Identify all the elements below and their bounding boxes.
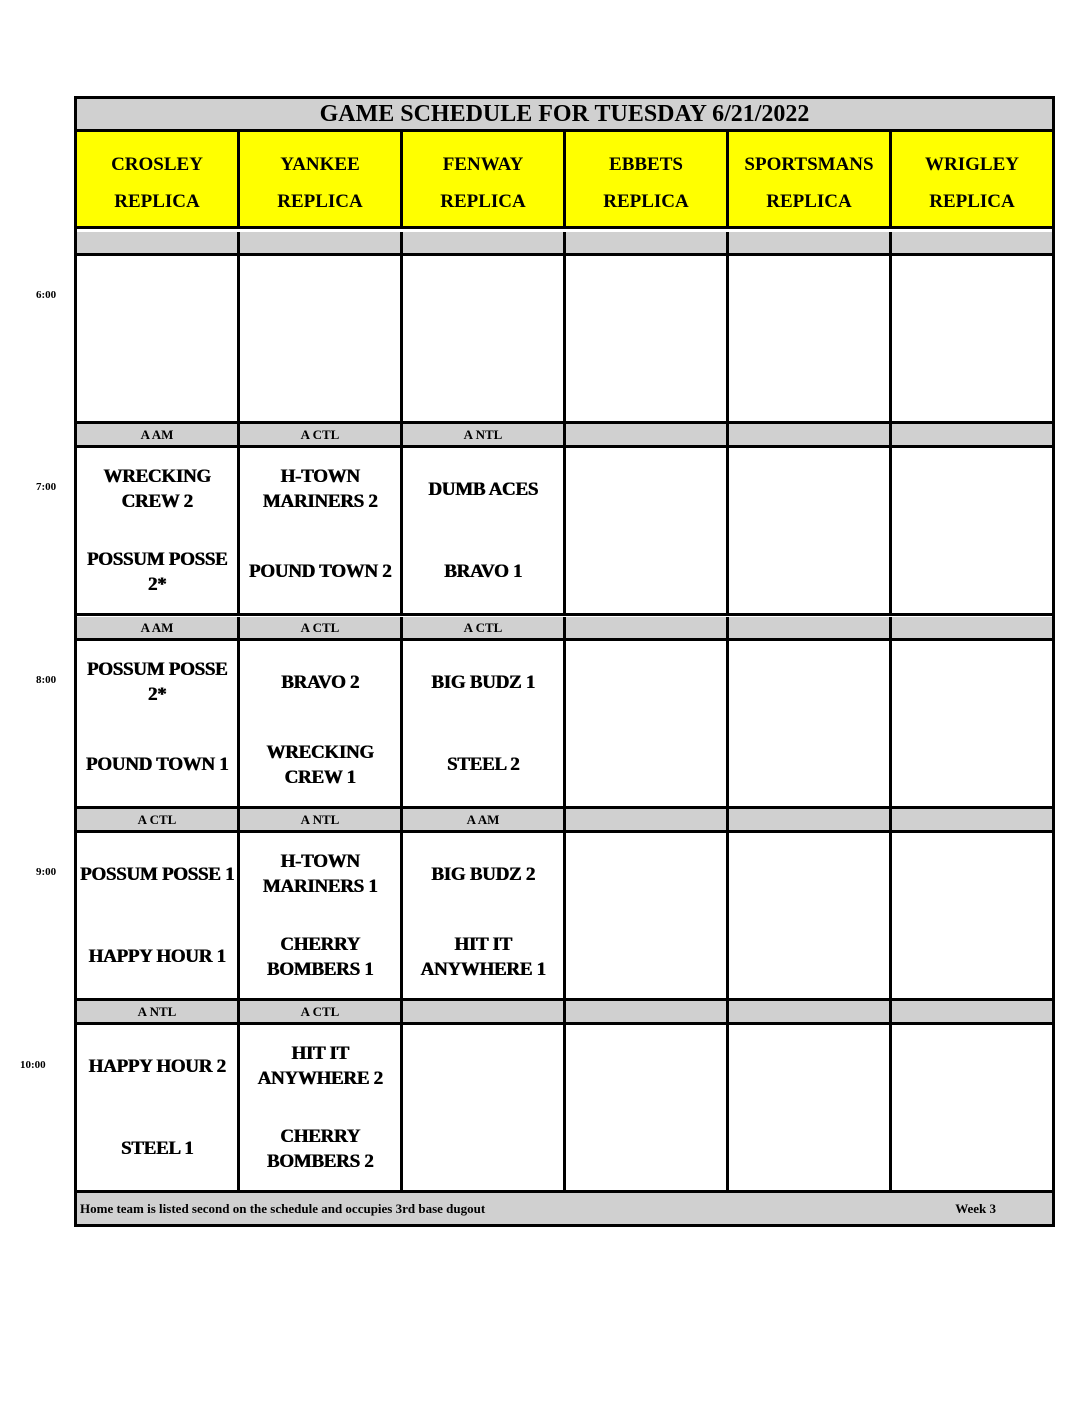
division-row xyxy=(77,232,1052,256)
home-team-block xyxy=(729,531,889,614)
field-header-sportsmans: SPORTSMANS REPLICA xyxy=(729,132,892,226)
away-team: HIT IT ANYWHERE 2 xyxy=(257,1043,383,1090)
home-team-block xyxy=(892,1108,1052,1191)
time-slot-row xyxy=(77,1025,1052,1193)
division-label xyxy=(892,809,1052,830)
schedule-footer xyxy=(77,1193,1052,1224)
division-label xyxy=(729,1001,892,1022)
home-team-block xyxy=(892,339,1052,422)
away-team: H-TOWN MARINERS 2 xyxy=(262,466,378,513)
home-team-block xyxy=(729,339,889,422)
division-label: A CTL xyxy=(403,617,566,638)
home-team-block xyxy=(566,1108,726,1191)
home-team: POUND TOWN 1 xyxy=(85,754,229,776)
division-label xyxy=(729,809,892,830)
home-team: POSSUM POSSE 2* xyxy=(86,548,228,595)
time-slot-row xyxy=(77,641,1052,809)
away-team: H-TOWN MARINERS 1 xyxy=(262,851,378,898)
away-team: POSSUM POSSE 1 xyxy=(79,863,235,885)
division-label: A NTL xyxy=(77,1001,240,1022)
away-team-block xyxy=(77,256,237,339)
away-team-block xyxy=(892,1025,1052,1108)
division-label xyxy=(566,809,729,830)
time-slot-row xyxy=(77,448,1052,616)
away-team-block xyxy=(77,641,237,724)
home-team: HIT IT ANYWHERE 1 xyxy=(420,933,546,980)
week-label: Week 3 xyxy=(955,1200,996,1216)
away-team-block xyxy=(77,448,237,531)
game-cell xyxy=(892,1025,1052,1190)
away-team-block xyxy=(403,641,563,724)
field-header-yankee: YANKEE REPLICA xyxy=(240,132,403,226)
division-label xyxy=(403,232,566,253)
away-team: POSSUM POSSE 2* xyxy=(86,659,228,706)
game-cell xyxy=(77,448,240,613)
division-label xyxy=(403,1001,566,1022)
division-label xyxy=(566,1001,729,1022)
away-team-block xyxy=(77,833,237,916)
game-cell xyxy=(566,641,729,806)
away-team-block xyxy=(566,641,726,724)
division-row xyxy=(77,424,1052,448)
division-label xyxy=(729,232,892,253)
game-cell xyxy=(566,1025,729,1190)
home-team-block xyxy=(240,339,400,422)
away-team-block xyxy=(892,833,1052,916)
away-team-block xyxy=(729,448,889,531)
game-cell xyxy=(77,256,240,421)
division-label xyxy=(566,424,729,445)
away-team-block xyxy=(729,256,889,339)
home-team-block xyxy=(77,724,237,807)
game-cell xyxy=(403,256,566,421)
away-team-block xyxy=(566,1025,726,1108)
home-team-block xyxy=(240,1108,400,1191)
away-team-block xyxy=(403,1025,563,1108)
division-label xyxy=(892,1001,1052,1022)
home-team-block xyxy=(77,916,237,999)
game-cell xyxy=(729,256,892,421)
home-team-block xyxy=(892,916,1052,999)
footer-note: Home team is listed second on the schedule and occupies 3rd base dugout xyxy=(80,1200,486,1216)
home-team: BRAVO 1 xyxy=(444,561,522,583)
field-header-crosley: CROSLEY REPLICA xyxy=(77,132,240,226)
game-cell xyxy=(77,641,240,806)
time-label: 7:00 xyxy=(36,481,57,493)
game-cell xyxy=(729,448,892,613)
home-team-block xyxy=(240,916,400,999)
field-header-row xyxy=(77,132,1052,229)
game-cell xyxy=(566,448,729,613)
away-team: BRAVO 2 xyxy=(281,671,359,693)
home-team-block xyxy=(729,916,889,999)
field-header-ebbets: EBBETS REPLICA xyxy=(566,132,729,226)
away-team-block xyxy=(729,641,889,724)
home-team-block xyxy=(77,531,237,614)
away-team-block xyxy=(403,448,563,531)
home-team-block xyxy=(566,531,726,614)
division-row xyxy=(77,617,1052,641)
home-team-block xyxy=(403,916,563,999)
game-cell xyxy=(240,833,403,998)
field-header-wrigley: WRIGLEY REPLICA xyxy=(892,132,1052,226)
game-cell xyxy=(729,641,892,806)
schedule-title: GAME SCHEDULE FOR TUESDAY 6/21/2022 xyxy=(77,99,1052,132)
home-team: STEEL 2 xyxy=(446,754,520,776)
game-cell xyxy=(729,833,892,998)
division-label xyxy=(240,232,403,253)
home-team-block xyxy=(77,339,237,422)
home-team-block xyxy=(403,724,563,807)
home-team-block xyxy=(403,339,563,422)
game-cell xyxy=(240,641,403,806)
game-cell xyxy=(240,1025,403,1190)
away-team: DUMB ACES xyxy=(428,478,538,500)
time-slot-row xyxy=(77,256,1052,424)
game-cell xyxy=(77,1025,240,1190)
game-cell xyxy=(892,641,1052,806)
game-cell xyxy=(566,833,729,998)
away-team-block xyxy=(729,833,889,916)
game-cell xyxy=(729,1025,892,1190)
home-team-block xyxy=(729,1108,889,1191)
away-team-block xyxy=(566,256,726,339)
game-cell xyxy=(77,833,240,998)
away-team-block xyxy=(403,256,563,339)
time-label: 8:00 xyxy=(36,674,57,686)
away-team-block xyxy=(892,256,1052,339)
home-team-block xyxy=(566,339,726,422)
home-team-block xyxy=(729,724,889,807)
game-cell xyxy=(892,256,1052,421)
game-cell xyxy=(566,256,729,421)
division-label xyxy=(729,424,892,445)
division-label: A NTL xyxy=(240,809,403,830)
division-row xyxy=(77,809,1052,833)
division-label xyxy=(77,232,240,253)
home-team: CHERRY BOMBERS 1 xyxy=(266,933,374,980)
home-team-block xyxy=(77,1108,237,1191)
home-team-block xyxy=(240,724,400,807)
division-label: A CTL xyxy=(240,424,403,445)
home-team: STEEL 1 xyxy=(120,1138,194,1160)
division-label: A AM xyxy=(403,809,566,830)
home-team-block xyxy=(892,724,1052,807)
away-team-block xyxy=(240,641,400,724)
field-header-fenway: FENWAY REPLICA xyxy=(403,132,566,226)
away-team-block xyxy=(729,1025,889,1108)
home-team-block xyxy=(566,724,726,807)
division-label: A CTL xyxy=(77,809,240,830)
home-team: POUND TOWN 2 xyxy=(248,561,392,583)
schedule-table xyxy=(74,96,1055,1227)
away-team-block xyxy=(403,833,563,916)
home-team-block xyxy=(892,531,1052,614)
time-label: 6:00 xyxy=(36,289,57,301)
away-team-block xyxy=(240,833,400,916)
away-team: BIG BUDZ 2 xyxy=(431,863,535,885)
division-label: A NTL xyxy=(403,424,566,445)
home-team-block xyxy=(566,916,726,999)
home-team: HAPPY HOUR 1 xyxy=(88,946,226,968)
game-cell xyxy=(403,833,566,998)
division-label xyxy=(729,617,892,638)
home-team-block xyxy=(403,1108,563,1191)
time-slot-row xyxy=(77,833,1052,1001)
home-team-block xyxy=(240,531,400,614)
division-label: A CTL xyxy=(240,1001,403,1022)
division-label: A CTL xyxy=(240,617,403,638)
division-label xyxy=(566,232,729,253)
away-team-block xyxy=(240,256,400,339)
game-cell xyxy=(403,641,566,806)
division-label xyxy=(566,617,729,638)
away-team-block xyxy=(240,1025,400,1108)
game-cell xyxy=(892,833,1052,998)
game-cell xyxy=(403,448,566,613)
away-team-block xyxy=(77,1025,237,1108)
away-team: HAPPY HOUR 2 xyxy=(88,1055,226,1077)
home-team: WRECKING CREW 1 xyxy=(266,741,374,788)
away-team-block xyxy=(240,448,400,531)
away-team-block xyxy=(892,641,1052,724)
game-cell xyxy=(892,448,1052,613)
division-label xyxy=(892,232,1052,253)
game-cell xyxy=(240,448,403,613)
game-cell xyxy=(403,1025,566,1190)
away-team-block xyxy=(892,448,1052,531)
away-team-block xyxy=(566,833,726,916)
home-team-block xyxy=(403,531,563,614)
division-row xyxy=(77,1001,1052,1025)
division-label xyxy=(892,424,1052,445)
division-label: A AM xyxy=(77,617,240,638)
away-team: WRECKING CREW 2 xyxy=(103,466,211,513)
away-team-block xyxy=(566,448,726,531)
division-label: A AM xyxy=(77,424,240,445)
game-cell xyxy=(240,256,403,421)
time-label: 10:00 xyxy=(20,1059,46,1071)
time-label: 9:00 xyxy=(36,866,57,878)
division-label xyxy=(892,617,1052,638)
home-team: CHERRY BOMBERS 2 xyxy=(266,1125,374,1172)
away-team: BIG BUDZ 1 xyxy=(431,671,535,693)
